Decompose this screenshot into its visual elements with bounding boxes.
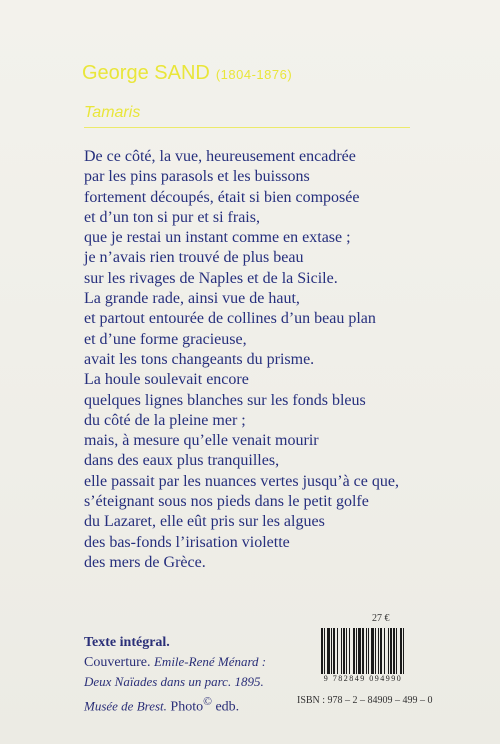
excerpt-line: dans des eaux plus tranquilles,: [84, 452, 280, 470]
excerpt-line: je n’avais rien trouvé de plus beau: [84, 249, 304, 267]
excerpt-line: La houle soulevait encore: [84, 371, 249, 389]
barcode-image: [319, 628, 425, 674]
excerpt-line: avait les tons changeants du prisme.: [84, 350, 315, 368]
excerpt-line: De ce côté, la vue, heureusement encadrée: [84, 148, 356, 165]
isbn-label: ISBN : 978 – 2 – 84909 – 499 – 0: [297, 695, 433, 706]
cover-work-line: [84, 672, 304, 692]
excerpt-line: s’éteignant sous nos pieds dans le petit golfe: [84, 493, 369, 511]
museum-name: Musée de Brest.: [84, 698, 167, 714]
copyright-symbol: ©: [203, 695, 212, 708]
excerpt-line: du côté de la pleine mer ;: [84, 411, 246, 429]
museum-line: [84, 692, 304, 717]
excerpt-line: et d’un ton si pur et si frais,: [84, 208, 260, 226]
excerpt-line: et d’une forme gracieuse,: [84, 330, 247, 348]
excerpt-line: sur les rivages de Naples et de la Sicile.: [84, 269, 338, 287]
excerpt-line: quelques lignes blanches sur les fonds bleus: [84, 391, 366, 409]
excerpt-line: que je restai un instant comme en extase ;: [84, 229, 351, 247]
excerpt-line: par les pins parasols et les buissons: [84, 168, 310, 186]
author-line: [82, 62, 292, 85]
author-name: George SAND: [82, 62, 210, 84]
excerpt-line: du Lazaret, elle eût pris sur les algues: [84, 513, 325, 531]
excerpt-line: des bas-fonds l’irisation violette: [84, 533, 290, 551]
excerpt-line: et partout entourée de collines d’un beau plan: [84, 310, 376, 328]
cover-credit-line: [84, 652, 304, 672]
book-title: Tamaris: [84, 104, 141, 121]
price-label: 27 €: [372, 613, 390, 624]
photo-label: Photo: [170, 699, 204, 715]
cover-work: Deux Naïades dans un parc. 1895.: [84, 674, 264, 689]
excerpt-line: fortement découpés, était si bien composée: [84, 188, 360, 206]
photo-credit: edb.: [215, 699, 240, 715]
colophon: [84, 633, 304, 717]
title-underline: [84, 127, 410, 128]
cover-label: Couverture.: [84, 655, 151, 670]
author-dates: (1804-1876): [215, 67, 293, 82]
excerpt-text: [84, 147, 474, 573]
colophon-heading: Texte intégral.: [84, 635, 170, 650]
excerpt-line: elle passait par les nuances vertes jusqu’à ce que,: [84, 472, 399, 490]
cover-artist: Emile-René Ménard :: [153, 654, 267, 669]
excerpt-line: La grande rade, ainsi vue de haut,: [84, 290, 300, 308]
barcode-digits: 9 782849 094990: [323, 674, 403, 683]
excerpt-line: des mers de Grèce.: [84, 553, 206, 571]
excerpt-line: mais, à mesure qu’elle venait mourir: [84, 432, 319, 450]
